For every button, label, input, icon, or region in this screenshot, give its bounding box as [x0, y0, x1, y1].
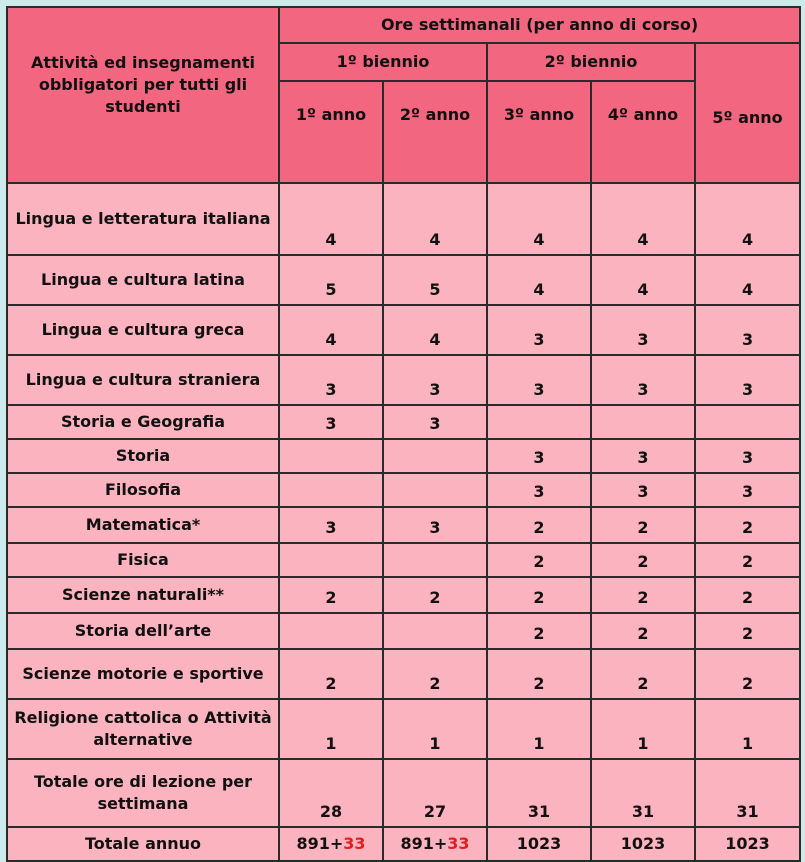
hours-cell-year-5: 3 — [695, 439, 800, 473]
year-3-header: 3º anno — [487, 81, 591, 183]
hours-cell-year-5: 31 — [695, 759, 800, 827]
table-row — [7, 507, 800, 543]
hours-cell-year-2: 2 — [383, 577, 487, 613]
table-row — [7, 577, 800, 613]
hours-cell-year-4: 2 — [591, 649, 695, 699]
weekly-hours-header: Ore settimanali (per anno di corso) — [279, 7, 800, 43]
biennio-2-header: 2º biennio — [487, 43, 695, 81]
table-row — [7, 759, 800, 827]
hours-cell-year-4: 2 — [591, 507, 695, 543]
hours-cell-year-4: 3 — [591, 305, 695, 355]
hours-cell-year-5: 4 — [695, 183, 800, 255]
table-row — [7, 255, 800, 305]
hours-cell-year-4: 2 — [591, 543, 695, 577]
subject-cell: Storia e Geografia — [7, 405, 279, 439]
subject-cell: Lingua e letteratura italiana — [7, 183, 279, 255]
hours-cell-year-3: 3 — [487, 439, 591, 473]
hours-cell-year-3: 2 — [487, 613, 591, 649]
hours-cell-year-5: 1 — [695, 699, 800, 759]
annual-total-y4: 1023 — [591, 827, 695, 861]
hours-cell-year-3: 3 — [487, 355, 591, 405]
curriculum-table-wrapper — [6, 6, 801, 862]
table-row — [7, 699, 800, 759]
hours-cell-year-5: 3 — [695, 473, 800, 507]
hours-cell-year-3: 2 — [487, 649, 591, 699]
hours-cell-year-4: 2 — [591, 613, 695, 649]
hours-cell-year-3: 3 — [487, 305, 591, 355]
hours-cell-year-2: 5 — [383, 255, 487, 305]
hours-cell-year-2: 3 — [383, 405, 487, 439]
hours-cell-year-1: 28 — [279, 759, 383, 827]
subject-cell: Lingua e cultura greca — [7, 305, 279, 355]
hours-cell-year-2: 27 — [383, 759, 487, 827]
hours-cell-year-2: 1 — [383, 699, 487, 759]
hours-cell-year-1: 2 — [279, 577, 383, 613]
hours-cell-year-2: 4 — [383, 183, 487, 255]
hours-cell-year-4: 4 — [591, 255, 695, 305]
hours-cell-year-1 — [279, 439, 383, 473]
table-row — [7, 355, 800, 405]
hours-cell-year-4: 1 — [591, 699, 695, 759]
hours-cell-year-1: 3 — [279, 405, 383, 439]
hours-cell-year-1: 3 — [279, 355, 383, 405]
hours-cell-year-2: 2 — [383, 649, 487, 699]
annual-total-row — [7, 827, 800, 861]
subject-cell: Scienze motorie e sportive — [7, 649, 279, 699]
hours-cell-year-1: 4 — [279, 305, 383, 355]
hours-cell-year-1: 2 — [279, 649, 383, 699]
subject-cell: Lingua e cultura straniera — [7, 355, 279, 405]
hours-cell-year-4: 4 — [591, 183, 695, 255]
hours-cell-year-3: 2 — [487, 577, 591, 613]
hours-cell-year-3: 1 — [487, 699, 591, 759]
year-1-header: 1º anno — [279, 81, 383, 183]
hours-cell-year-5: 2 — [695, 507, 800, 543]
hours-cell-year-2 — [383, 473, 487, 507]
subject-cell: Lingua e cultura latina — [7, 255, 279, 305]
hours-cell-year-2: 3 — [383, 355, 487, 405]
hours-cell-year-5: 2 — [695, 649, 800, 699]
annual-total-y1 — [279, 827, 383, 861]
hours-cell-year-4: 3 — [591, 473, 695, 507]
hours-cell-year-2: 3 — [383, 507, 487, 543]
subject-cell: Storia dell’arte — [7, 613, 279, 649]
hours-cell-year-3: 3 — [487, 473, 591, 507]
subject-header: Attività ed insegnamenti obbligatori per tutti gli studenti — [7, 7, 279, 183]
table-row — [7, 543, 800, 577]
hours-cell-year-1: 4 — [279, 183, 383, 255]
hours-cell-year-2 — [383, 543, 487, 577]
table-row — [7, 613, 800, 649]
table-row — [7, 183, 800, 255]
hours-cell-year-3: 2 — [487, 543, 591, 577]
table-row — [7, 473, 800, 507]
subject-cell: Storia — [7, 439, 279, 473]
hours-cell-year-3: 2 — [487, 507, 591, 543]
subject-cell: Religione cattolica o Attività alternative — [7, 699, 279, 759]
hours-cell-year-1 — [279, 613, 383, 649]
year-2-header: 2º anno — [383, 81, 487, 183]
subject-cell: Fisica — [7, 543, 279, 577]
hours-cell-year-4: 3 — [591, 355, 695, 405]
hours-cell-year-5: 2 — [695, 613, 800, 649]
hours-cell-year-4: 3 — [591, 439, 695, 473]
annual-total-label: Totale annuo — [7, 827, 279, 861]
hours-cell-year-3: 31 — [487, 759, 591, 827]
subject-cell: Scienze naturali** — [7, 577, 279, 613]
annual-total-y5: 1023 — [695, 827, 800, 861]
table-row — [7, 439, 800, 473]
hours-cell-year-5: 4 — [695, 255, 800, 305]
hours-cell-year-1: 3 — [279, 507, 383, 543]
hours-cell-year-4: 2 — [591, 577, 695, 613]
year-4-header: 4º anno — [591, 81, 695, 183]
annual-total-y3: 1023 — [487, 827, 591, 861]
table-row — [7, 649, 800, 699]
hours-cell-year-5: 2 — [695, 577, 800, 613]
annual-total-y2 — [383, 827, 487, 861]
hours-cell-year-5 — [695, 405, 800, 439]
hours-cell-year-1: 5 — [279, 255, 383, 305]
table-row — [7, 305, 800, 355]
hours-cell-year-3: 4 — [487, 255, 591, 305]
table-body — [7, 183, 800, 827]
hours-cell-year-2 — [383, 439, 487, 473]
subject-cell: Filosofia — [7, 473, 279, 507]
hours-cell-year-4 — [591, 405, 695, 439]
curriculum-hours-table — [6, 6, 801, 862]
hours-cell-year-5: 3 — [695, 305, 800, 355]
hours-cell-year-2 — [383, 613, 487, 649]
annual-y1-base: 891+ — [296, 834, 344, 853]
hours-cell-year-3: 4 — [487, 183, 591, 255]
table-row — [7, 405, 800, 439]
subject-cell: Totale ore di lezione per settimana — [7, 759, 279, 827]
year-5-header: 5º anno — [695, 43, 800, 183]
subject-cell: Matematica* — [7, 507, 279, 543]
hours-cell-year-3 — [487, 405, 591, 439]
hours-cell-year-1: 1 — [279, 699, 383, 759]
hours-cell-year-5: 2 — [695, 543, 800, 577]
biennio-1-header: 1º biennio — [279, 43, 487, 81]
annual-y2-extra: 33 — [447, 834, 470, 853]
hours-cell-year-4: 31 — [591, 759, 695, 827]
annual-y1-extra: 33 — [343, 834, 366, 853]
hours-cell-year-5: 3 — [695, 355, 800, 405]
annual-y2-base: 891+ — [400, 834, 448, 853]
hours-cell-year-1 — [279, 543, 383, 577]
hours-cell-year-1 — [279, 473, 383, 507]
hours-cell-year-2: 4 — [383, 305, 487, 355]
